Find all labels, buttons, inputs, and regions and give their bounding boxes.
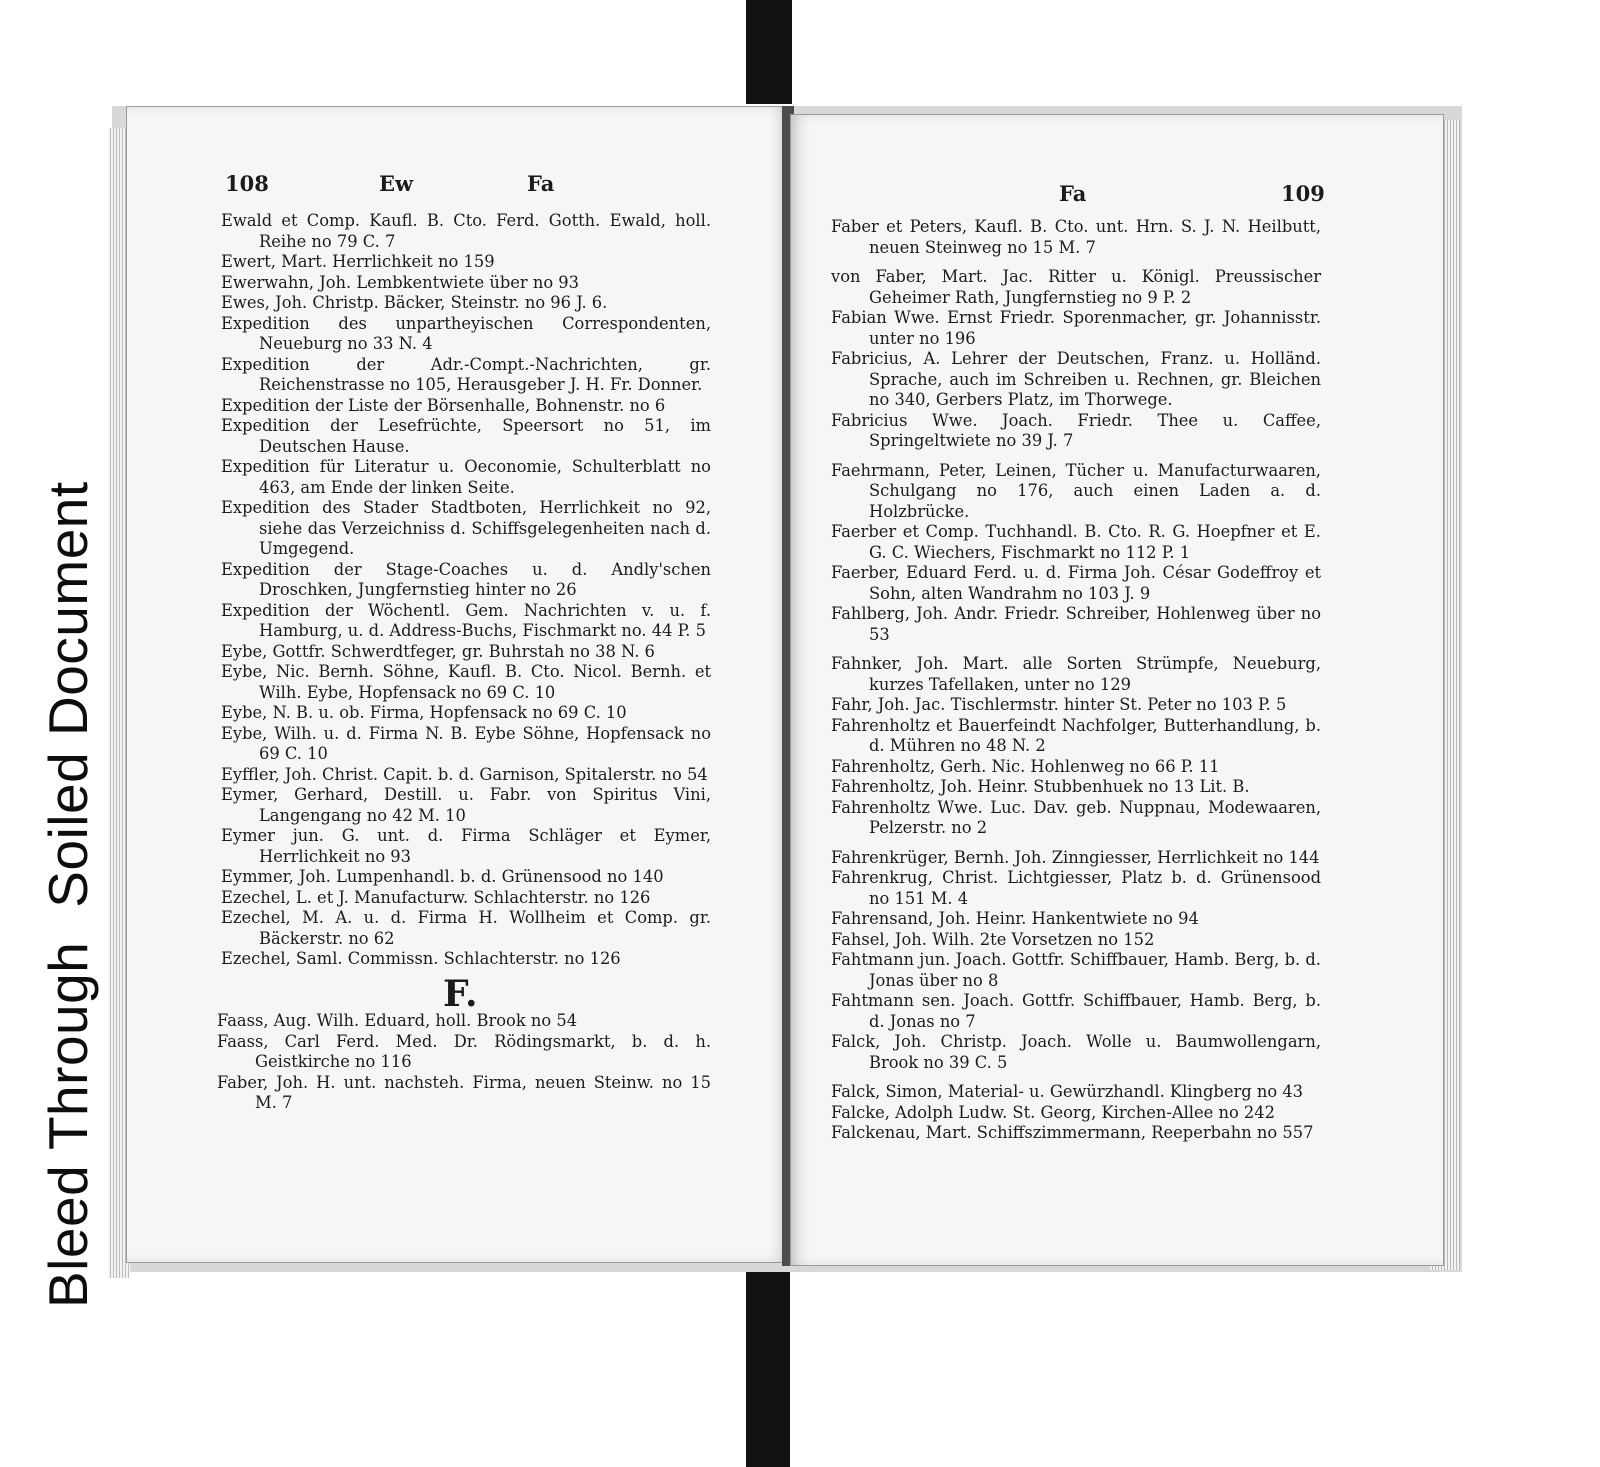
directory-entry: Ezechel, Saml. Commissn. Schlachterstr. no 126 [221, 949, 621, 968]
page-number-right: 109 [1281, 181, 1325, 206]
directory-entry: Eymer, Gerhard, Destill. u. Fabr. von Spiritus Vini, Langengang no 42 M. 10 [221, 785, 711, 825]
directory-entry: Faass, Carl Ferd. Med. Dr. Rödingsmarkt, b. d. h. Geistkirche no 116 [217, 1031, 711, 1071]
directory-entry: Expedition des Stader Stadtboten, Herrlichkeit no 92, siehe das Verzeichniss d. Schiffsgelegenheiten nach d. Umgegend. [221, 498, 711, 558]
directory-entry: Ewert, Mart. Herrlichkeit no 159 [221, 252, 495, 271]
directory-entry: Fahrenkrug, Christ. Lichtgiesser, Platz b. d. Grünensood no 151 M. 4 [831, 868, 1321, 908]
directory-entry: Fahtmann sen. Joach. Gottfr. Schiffbauer, Hamb. Berg, b. d. Jonas no 7 [831, 991, 1321, 1031]
directory-entry: Expedition des unpartheyischen Correspondenten, Neueburg no 33 N. 4 [221, 313, 711, 353]
directory-entry: Ewerwahn, Joh. Lembkentwiete über no 93 [221, 272, 580, 292]
directory-entry: von Faber, Mart. Jac. Ritter u. Königl. Preussischer Geheimer Rath, Jungfernstieg no 9 P. 2 [831, 267, 1321, 307]
directory-entry: Faber, Joh. H. unt. nachsteh. Firma, neuen Steinw. no 15 M. 7 [217, 1072, 711, 1112]
directory-entry: Expedition der Lesefrüchte, Speersort no 51, im Deutschen Hause. [221, 416, 711, 456]
right-page [790, 114, 1444, 1266]
directory-entry: Fahrenkrüger, Bernh. Joh. Zinngiesser, Herrlichkeit no 144 [831, 847, 1320, 867]
directory-entry: Expedition der Adr.-Compt.-Nachrichten, gr. Reichenstrasse no 105, Herausgeber J. H. Fr. Donner. [221, 354, 711, 394]
directory-entry: Fahrenholtz, Joh. Heinr. Stubbenhuek no 13 Lit. B. [831, 777, 1250, 796]
directory-entry: Fahnker, Joh. Mart. alle Sorten Strümpfe, Neueburg, kurzes Tafellaken, unter no 129 [831, 654, 1321, 694]
guide-word-last: Fa [527, 171, 555, 196]
directory-entry: Falckenau, Mart. Schiffszimmermann, Reeperbahn no 557 [831, 1123, 1314, 1142]
directory-entry: Expedition für Literatur u. Oeconomie, Schulterblatt no 463, am Ende der linken Seite. [221, 457, 711, 497]
page-number-left: 108 [225, 171, 269, 196]
binding-strip-top [746, 0, 792, 104]
directory-entry: Falcke, Adolph Ludw. St. Georg, Kirchen-Allee no 242 [831, 1102, 1276, 1122]
directory-entry: Faehrmann, Peter, Leinen, Tücher u. Manufacturwaaren, Schulgang no 176, auch einen Laden a. d. Holzbrücke. [831, 460, 1321, 521]
directory-entry: Expedition der Liste der Börsenhalle, Bohnenstr. no 6 [221, 395, 666, 415]
directory-entry: Eybe, Wilh. u. d. Firma N. B. Eybe Söhne, Hopfensack no 69 C. 10 [221, 723, 711, 763]
directory-entry: Eymmer, Joh. Lumpenhandl. b. d. Grünensood no 140 [221, 867, 664, 886]
directory-entry: Eybe, N. B. u. ob. Firma, Hopfensack no 69 C. 10 [221, 703, 627, 722]
directory-entry: Fahrensand, Joh. Heinr. Hankentwiete no 94 [831, 909, 1199, 928]
directory-entry: Eyffler, Joh. Christ. Capit. b. d. Garnison, Spitalerstr. no 54 [221, 764, 708, 784]
directory-entry: Ezechel, M. A. u. d. Firma H. Wollheim et Comp. gr. Bäckerstr. no 62 [221, 908, 711, 948]
directory-entry: Ezechel, L. et J. Manufacturw. Schlachterstr. no 126 [221, 887, 651, 907]
directory-entry: Expedition der Stage-Coaches u. d. Andly'schen Droschken, Jungfernstieg hinter no 26 [221, 559, 711, 599]
directory-entry: Falck, Simon, Material- u. Gewürzhandl. Klingberg no 43 [831, 1082, 1304, 1101]
binding-strip-bottom [746, 1270, 790, 1467]
directory-entry: Faber et Peters, Kaufl. B. Cto. unt. Hrn. S. J. N. Heilbutt, neuen Steinweg no 15 M. 7 [831, 217, 1321, 257]
guide-word-first: Ew [379, 171, 414, 196]
directory-entry: Expedition der Wöchentl. Gem. Nachrichten v. u. f. Hamburg, u. d. Address-Buchs, Fischmarkt no. 44 P. 5 [221, 600, 711, 640]
directory-entry: Fahrenholtz Wwe. Luc. Dav. geb. Nuppnau, Modewaaren, Pelzerstr. no 2 [831, 797, 1321, 837]
left-page [126, 106, 788, 1263]
label-text [30, 308, 106, 1308]
directory-entry: Ewes, Joh. Christp. Bäcker, Steinstr. no 96 J. 6. [221, 293, 608, 312]
directory-entry: Fahrenholtz et Bauerfeindt Nachfolger, Butterhandlung, b. d. Mühren no 48 N. 2 [831, 715, 1321, 755]
directory-entry: Fabricius Wwe. Joach. Friedr. Thee u. Caffee, Springeltwiete no 39 J. 7 [831, 410, 1321, 450]
directory-entry: Fabricius, A. Lehrer der Deutschen, Franz. u. Holländ. Sprache, auch im Schreiben u. Rechnen, gr. Bleichen no 340, Gerbers Platz, im Thorwege. [831, 349, 1321, 409]
directory-entry: Falck, Joh. Christp. Joach. Wolle u. Baumwollengarn, Brook no 39 C. 5 [831, 1032, 1321, 1072]
label-line-1: Bleed Through [37, 941, 99, 1308]
directory-entry: Eybe, Gottfr. Schwerdtfeger, gr. Buhrstah no 38 N. 6 [221, 641, 655, 661]
directory-entry: Fabian Wwe. Ernst Friedr. Sporenmacher, gr. Johannisstr. unter no 196 [831, 308, 1321, 348]
directory-entry: Fahr, Joh. Jac. Tischlermstr. hinter St. Peter no 103 P. 5 [831, 695, 1287, 714]
entry-list-f [217, 1011, 711, 1114]
directory-entry: Faerber, Eduard Ferd. u. d. Firma Joh. César Godeffroy et Sohn, alten Wandrahm no 103 J. 9 [831, 563, 1321, 603]
directory-entry: Fahrenholtz, Gerh. Nic. Hohlenweg no 66 P. 11 [831, 756, 1220, 776]
label-line-2: Soiled Document [37, 481, 99, 908]
entry-list-left [221, 211, 711, 970]
entry-list-right [831, 217, 1321, 1144]
guide-word-right: Fa [1059, 181, 1087, 206]
directory-entry: Faass, Aug. Wilh. Eduard, holl. Brook no 54 [217, 1011, 578, 1030]
directory-entry: Fahlberg, Joh. Andr. Friedr. Schreiber, Hohlenweg über no 53 [831, 604, 1321, 644]
directory-entry: Fahtmann jun. Joach. Gottfr. Schiffbauer, Hamb. Berg, b. d. Jonas über no 8 [831, 950, 1321, 990]
directory-entry: Fahsel, Joh. Wilh. 2te Vorsetzen no 152 [831, 929, 1155, 949]
directory-entry: Ewald et Comp. Kaufl. B. Cto. Ferd. Gotth. Ewald, holl. Reihe no 79 C. 7 [221, 211, 711, 251]
directory-entry: Eymer jun. G. unt. d. Firma Schläger et Eymer, Herrlichkeit no 93 [221, 826, 711, 866]
directory-entry: Eybe, Nic. Bernh. Söhne, Kaufl. B. Cto. Nicol. Bernh. et Wilh. Eybe, Hopfensack no 69 C. 10 [221, 662, 711, 702]
directory-entry: Faerber et Comp. Tuchhandl. B. Cto. R. G. Hoepfner et E. G. C. Wiechers, Fischmarkt no 112 P. 1 [831, 522, 1321, 562]
section-letter: F. [443, 973, 478, 1015]
